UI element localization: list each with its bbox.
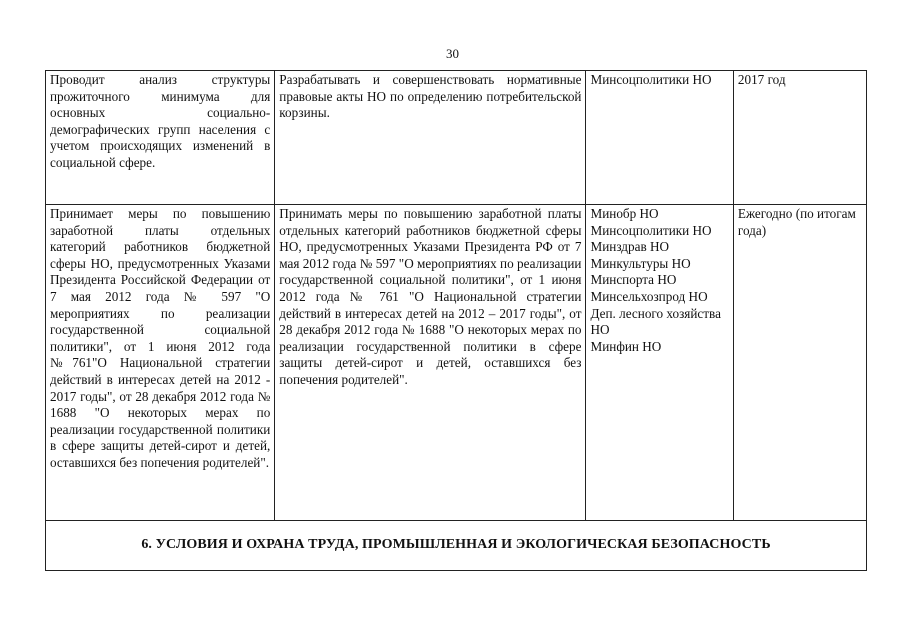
executor: Минобр НО bbox=[590, 206, 659, 221]
action-cell: Принимает меры по повышению заработной платы отдельных категорий работников бюджетной сферы НО, предусмотренных Указами Президента Российской Федерации от 7 мая 2012 года № 597 "О мероприятиях по реализации государственной социальной политики", от 1 июня 2012 года №761"О Национальной стратегии действий в интересах детей на 2012 - 2017 годы", от 28 декабря 2012 года № 1688 "О некоторых мерах по реализации государственной политики в сфере защиты детей-сирот и детей, оставшихся без попечения родителей". bbox=[46, 205, 275, 521]
action-cell: Проводит анализ структуры прожиточного минимума для основных социально-демографических групп населения с учетом происходящих изменений в социальной сфере. bbox=[46, 71, 275, 205]
executor: Минсельхозпрод НО bbox=[590, 288, 708, 304]
page-number: 30 bbox=[446, 46, 459, 61]
section-heading: 6. УСЛОВИЯ И ОХРАНА ТРУДА, ПРОМЫШЛЕННАЯ И ЭКОЛОГИЧЕСКАЯ БЕЗОПАСНОСТЬ bbox=[46, 521, 867, 571]
executor: Минкультуры НО bbox=[590, 255, 691, 271]
executors-cell bbox=[586, 71, 733, 205]
table-row bbox=[46, 71, 867, 205]
measures-table bbox=[45, 70, 867, 571]
executor: Минсоцполитики НО bbox=[590, 222, 712, 238]
executor: Минспорта НО bbox=[590, 272, 677, 288]
executor: Минсоцполитики НО bbox=[590, 72, 712, 87]
executor: Минфин НО bbox=[590, 338, 662, 354]
executors-cell bbox=[586, 205, 733, 521]
deadline-cell: Ежегодно (по итогам года) bbox=[733, 205, 866, 521]
executor: Деп. лесного хозяйства НО bbox=[590, 305, 721, 338]
section-heading-row bbox=[46, 521, 867, 571]
table-row bbox=[46, 205, 867, 521]
deadline-cell: 2017 год bbox=[733, 71, 866, 205]
task-cell: Принимать меры по повышению заработной платы отдельных категорий работников бюджетной сферы НО, предусмотренных Указами Президента РФ от 7 мая 2012 года № 597 "О мероприятиях по реализации государственной социальной политики", от 1 июня 2012 года № 761 "О Национальной стратегии действий в интересах детей на 2012 – 2017 годы", от 28 декабря 2012 года № 1688 "О некоторых мерах по реализации государственной политики в сфере защиты детей-сирот и детей, оставшихся без попечения родителей". bbox=[275, 205, 586, 521]
task-cell: Разрабатывать и совершенствовать нормативные правовые акты НО по определению потребительской корзины. bbox=[275, 71, 586, 205]
executor: Минздрав НО bbox=[590, 239, 670, 255]
